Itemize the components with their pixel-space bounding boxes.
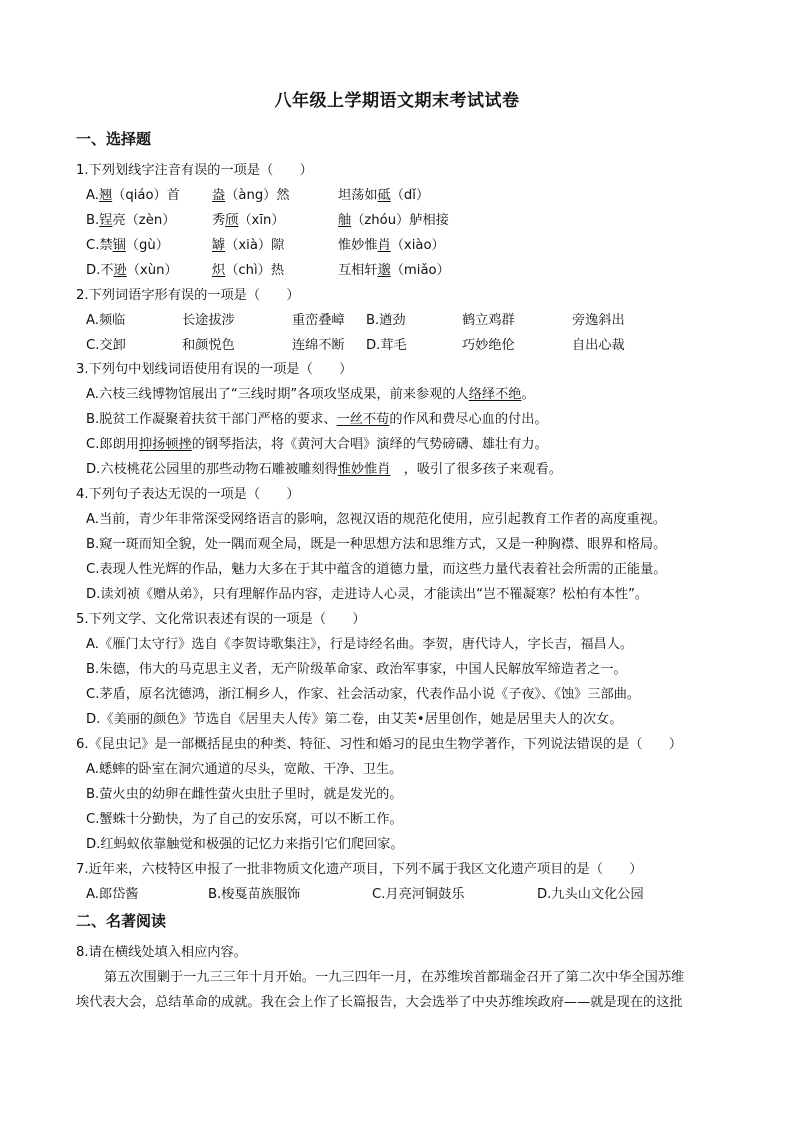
question-1-option-a-part-2 [212,187,290,205]
option-text: 盎（àng）然 [212,188,290,203]
option-text: D.六枝桃花公园里的那些动物石雕被雕刻得惟妙惟肖 ，吸引了很多孩子来观看。 [86,462,562,477]
option-text: 罅（xià）隙 [212,238,285,253]
underlined-character: 惟妙惟肖 [337,462,391,477]
question-3-option-c [86,436,548,454]
question-4-option-a: A.当前，青少年非常深受网络语言的影响，忽视汉语的规范化使用，应引起教育工作者的高度重视。 [86,512,667,527]
question-1-option-b-part-3 [338,212,449,230]
question-2-stem: 2.下列词语字形有误的一项是（ ） [76,288,300,303]
page-title: 八年级上学期语文期末考试试卷 [274,91,520,111]
question-5-option-a: A.《雁门太守行》选自《李贺诗歌集注》，行是诗经名曲。李贺，唐代诗人，字长吉，福昌人。 [86,637,634,652]
question-1-option-d-part-2 [212,262,284,280]
option-text: D.不逊（xùn） [86,263,178,278]
option-text: 坦荡如砥（dǐ） [338,188,430,203]
underlined-character: 锃 [99,213,113,228]
question-2-word-5: 鹤立鸡群 [462,313,515,328]
question-1-stem: 1.下列划线字注音有误的一项是（ ） [76,163,313,178]
question-5-option-d: D.《美丽的颜色》节选自《居里夫人传》第二卷，由艾芙•居里创作，她是居里夫人的次女。 [86,712,623,727]
reading-paragraph-line-1: 第五次围剿于一九三三年十月开始。一九三四年一月，在苏维埃首都瑞金召开了第二次中华全国苏维 [104,970,685,985]
section-heading-reading: 二、名著阅读 [76,912,167,930]
question-3-stem: 3.下列句中划线词语使用有误的一项是（ ） [76,362,353,377]
question-2-word-1: A.频临 [86,313,126,328]
question-6-stem: 6.《昆虫记》是一部概括昆虫的种类、特征、习性和婚习的昆虫生物学著作，下列说法错误的是（ ） [76,737,683,752]
question-7-option-a: A.郎岱酱 [86,887,139,902]
question-5-option-c: C.茅盾，原名沈德鸿，浙江桐乡人，作家、社会活动家，代表作品小说《子夜》、《蚀》三部曲。 [86,687,641,702]
question-1-option-b-part-1 [86,212,175,230]
underlined-character: 翘 [98,188,113,203]
reading-paragraph-line-2: 埃代表大会，总结革命的成就。我在会上作了长篇报告，大会选举了中央苏维埃政府——就是现在的这批 [76,995,683,1010]
option-text: 炽（chì）热 [212,263,285,278]
underlined-character: 颀 [225,213,239,228]
question-2-word-9: 连绵不断 [292,338,345,353]
question-2-word-6: 旁逸斜出 [572,313,625,328]
underlined-character: 抑扬顿挫 [138,437,192,452]
question-2-word-10: D.茸毛 [366,338,407,353]
question-1-option-b-part-2 [212,212,285,230]
underlined-character: 肖 [377,238,391,253]
question-2-word-4: B.遒劲 [366,313,406,328]
option-text: 互相轩邈（miǎo） [338,263,450,278]
option-text: 秀颀（xīn） [212,213,285,228]
underlined-character: 砥 [377,188,391,203]
underlined-character: 罅 [212,238,226,253]
question-1-option-a-part-3 [338,187,429,205]
option-text: 惟妙惟肖（xiào） [338,238,445,253]
question-3-option-d [86,461,562,479]
question-8-stem: 8.请在横线处填入相应内容。 [76,945,247,960]
question-2-word-2: 长途拔涉 [182,313,235,328]
question-4-option-b: B.窥一斑而知全貌，处一隅而观全局，既是一种思想方法和思维方式，又是一种胸襟、眼界和格局。 [86,537,667,552]
question-2-word-8: 和颜悦色 [182,338,235,353]
question-6-option-a: A.蟋蟀的卧室在洞穴通道的尽头，宽敞、干净、卫生。 [86,762,403,777]
underlined-character: 络绎不绝 [468,387,522,402]
question-7-stem: 7.近年来，六枝特区申报了一批非物质文化遗产项目，下列不属于我区文化遗产项目的是（ ） [76,862,643,877]
question-3-option-a [86,386,535,404]
question-6-option-c: C.蟹蛛十分勤快，为了自己的安乐窝，可以不断工作。 [86,812,403,827]
question-5-stem: 5.下列文学、文化常识表述有误的一项是（ ） [76,612,366,627]
question-1-option-d-part-3 [338,262,450,280]
underlined-character: 锢 [112,238,126,253]
option-text: 舳（zhóu）舻相接 [338,213,449,228]
question-7-option-d: D.九头山文化公园 [537,887,644,902]
question-6-option-d: D.红蚂蚁依靠触觉和极强的记忆力来指引它们爬回家。 [86,837,404,852]
question-7-option-c: C.月亮河铜鼓乐 [372,887,465,902]
option-text: A.翘（qiáo）首 [86,188,180,203]
option-text: C.郎朗用抑扬顿挫的钢琴指法，将《黄河大合唱》演绎的气势磅礴、雄壮有力。 [86,437,548,452]
underlined-character: 盎 [212,188,226,203]
question-5-option-b: B.朱德，伟大的马克思主义者，无产阶级革命家、政治军事家，中国人民解放军缔造者之一。 [86,662,627,677]
question-1-option-c-part-3 [338,237,445,255]
question-2-word-3: 重峦叠嶂 [292,313,345,328]
question-4-stem: 4.下列句子表达无误的一项是（ ） [76,487,300,502]
question-3-option-b [86,411,548,429]
question-4-option-c: C.表现人性光辉的作品，魅力大多在于其中蕴含的道德力量，而这些力量代表着社会所需的正能量。 [86,562,667,577]
underlined-character: 逊 [113,263,127,278]
question-1-option-c-part-2 [212,237,284,255]
underlined-character: 一丝不苟 [336,412,390,427]
question-1-option-d-part-1 [86,262,178,280]
question-6-option-b: B.萤火虫的幼卵在雌性萤火虫肚子里时，就是发光的。 [86,787,403,802]
option-text: B.锃亮（zèn） [86,213,176,228]
question-7-option-b: B.梭戛苗族服饰 [208,887,301,902]
section-heading-choice: 一、选择题 [76,130,152,148]
question-2-word-11: 巧妙绝伦 [462,338,515,353]
question-4-option-d: D.读刘祯《赠从弟》，只有理解作品内容，走进诗人心灵，才能读出“岂不罹凝寒？松柏有本性”。 [86,587,649,602]
underlined-character: 邈 [377,263,391,278]
question-2-word-7: C.交卸 [86,338,126,353]
option-text: A.六枝三线博物馆展出了“三线时期”各项攻坚成果，前来参观的人络绎不绝。 [86,387,535,402]
question-2-word-12: 自出心裁 [572,338,625,353]
underlined-character: 舳 [338,213,352,228]
underlined-character: 炽 [212,263,226,278]
option-text: B.脱贫工作凝聚着扶贫干部门严格的要求、一丝不苟的作风和费尽心血的付出。 [86,412,548,427]
question-1-option-a-part-1 [86,187,180,205]
option-text: C.禁锢（gù） [86,238,169,253]
question-1-option-c-part-1 [86,237,169,255]
